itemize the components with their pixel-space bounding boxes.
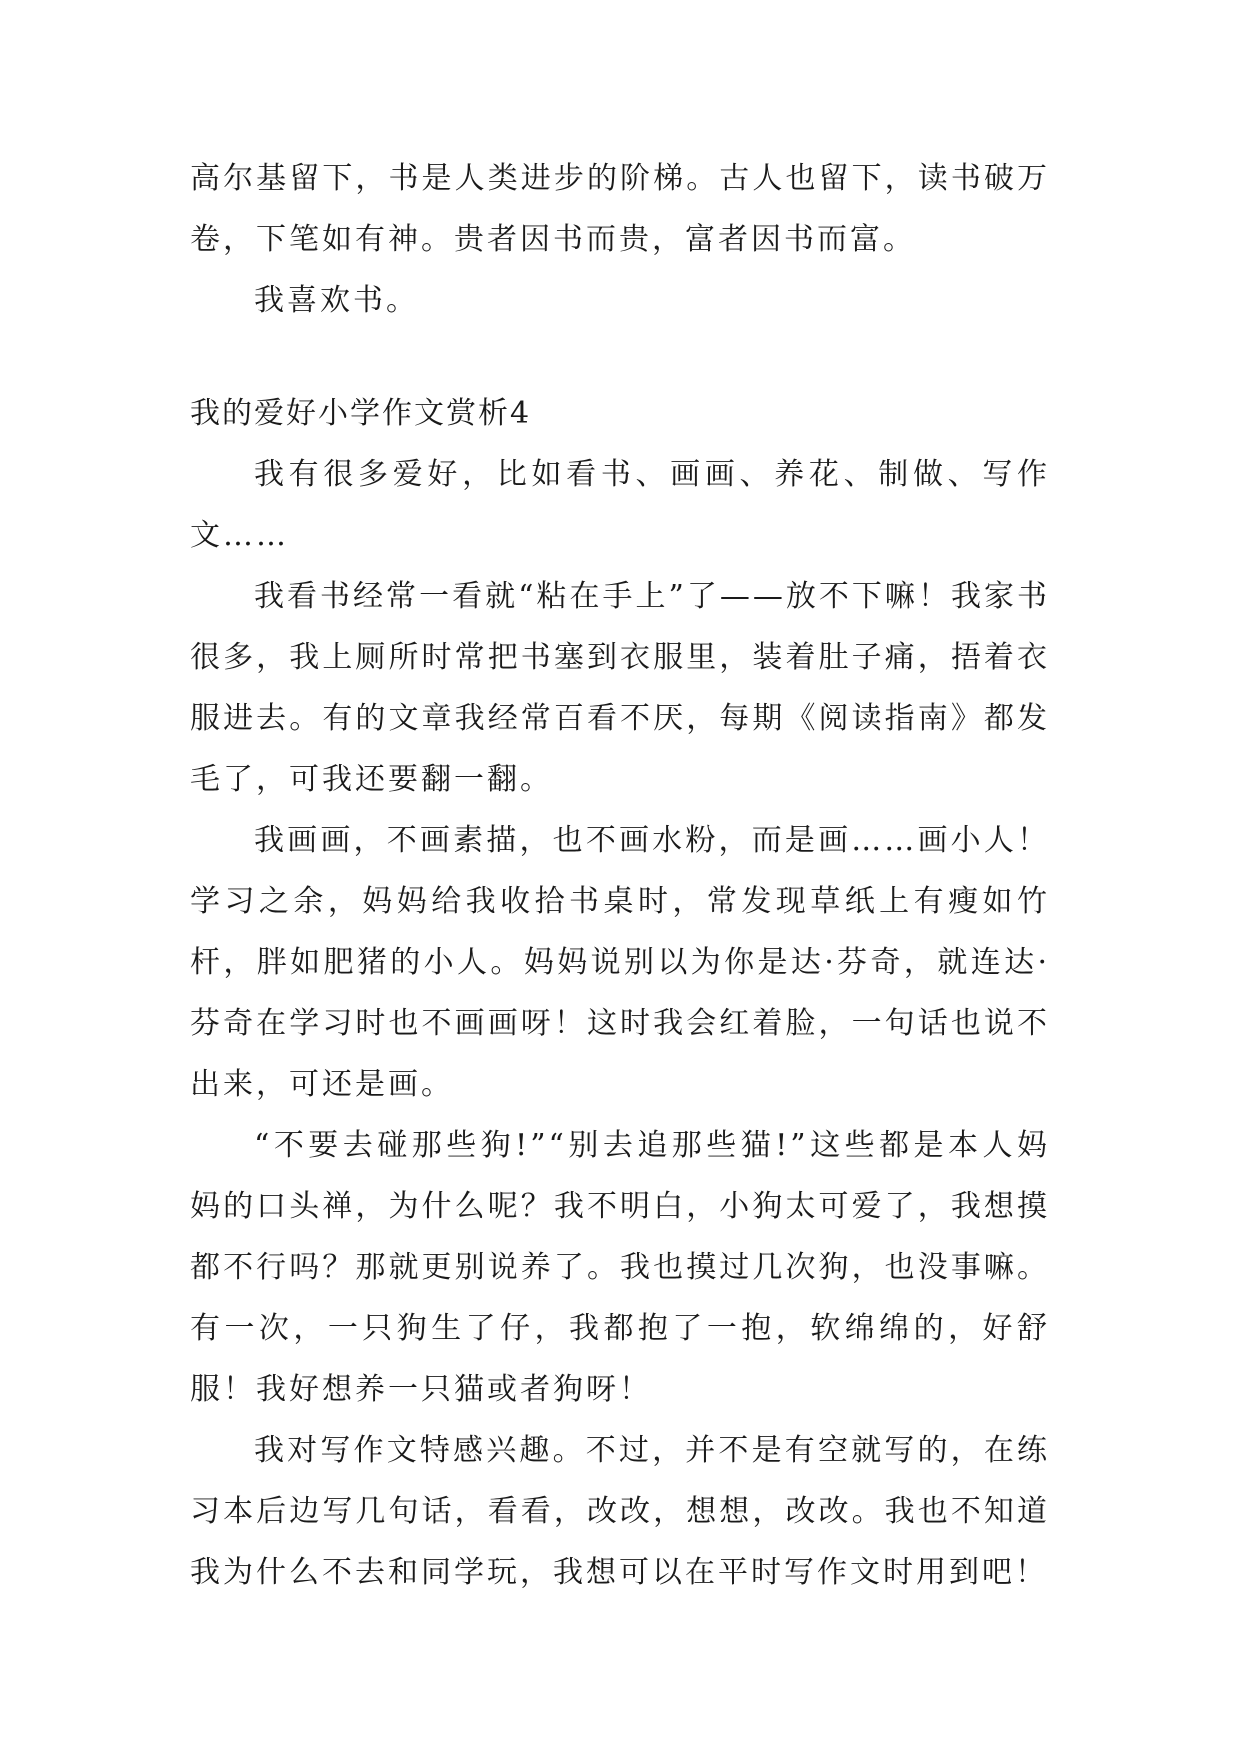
continued-paragraph: 高尔基留下，书是人类进步的阶梯。古人也留下，读书破万卷，下笔如有神。贵者因书而贵，富者因书而富。 — [190, 161, 1050, 257]
document-body — [190, 148, 1050, 1603]
paragraph-writing: 我对写作文特感兴趣。不过，并不是有空就写的，在练习本后边写几句话，看看，改改，想想，改改。我也不知道我为什么不去和同学玩，我想可以在平时写作文时用到吧！ — [190, 1433, 1050, 1590]
paragraph-hobbies-intro: 我有很多爱好，比如看书、画画、养花、制做、写作文…… — [190, 457, 1050, 553]
paragraph-reading: 我看书经常一看就“粘在手上”了——放不下嘛！我家书很多，我上厕所时常把书塞到衣服里，装着肚子痛，捂着衣服进去。有的文章我经常百看不厌，每期《阅读指南》都发毛了，可我还要翻一翻。 — [190, 579, 1050, 797]
paragraph-drawing: 我画画，不画素描，也不画水粉，而是画……画小人！学习之余，妈妈给我收拾书桌时，常发现草纸上有瘦如竹杆，胖如肥猪的小人。妈妈说别以为你是达·芬奇，就连达·芬奇在学习时也不画画呀！这时我会红着脸，一句话也说不出来，可还是画。 — [190, 823, 1050, 1102]
closing-line: 我喜欢书。 — [254, 283, 419, 318]
section-title: 我的爱好小学作文赏析4 — [190, 396, 532, 431]
paragraph-pets: “不要去碰那些狗!”“别去追那些猫!”这些都是本人妈妈的口头禅，为什么呢？我不明白，小狗太可爱了，我想摸都不行吗？那就更别说养了。我也摸过几次狗，也没事嘛。有一次，一只狗生了仔，我都抱了一抱，软绵绵的，好舒服！我好想养一只猫或者狗呀！ — [190, 1128, 1050, 1407]
